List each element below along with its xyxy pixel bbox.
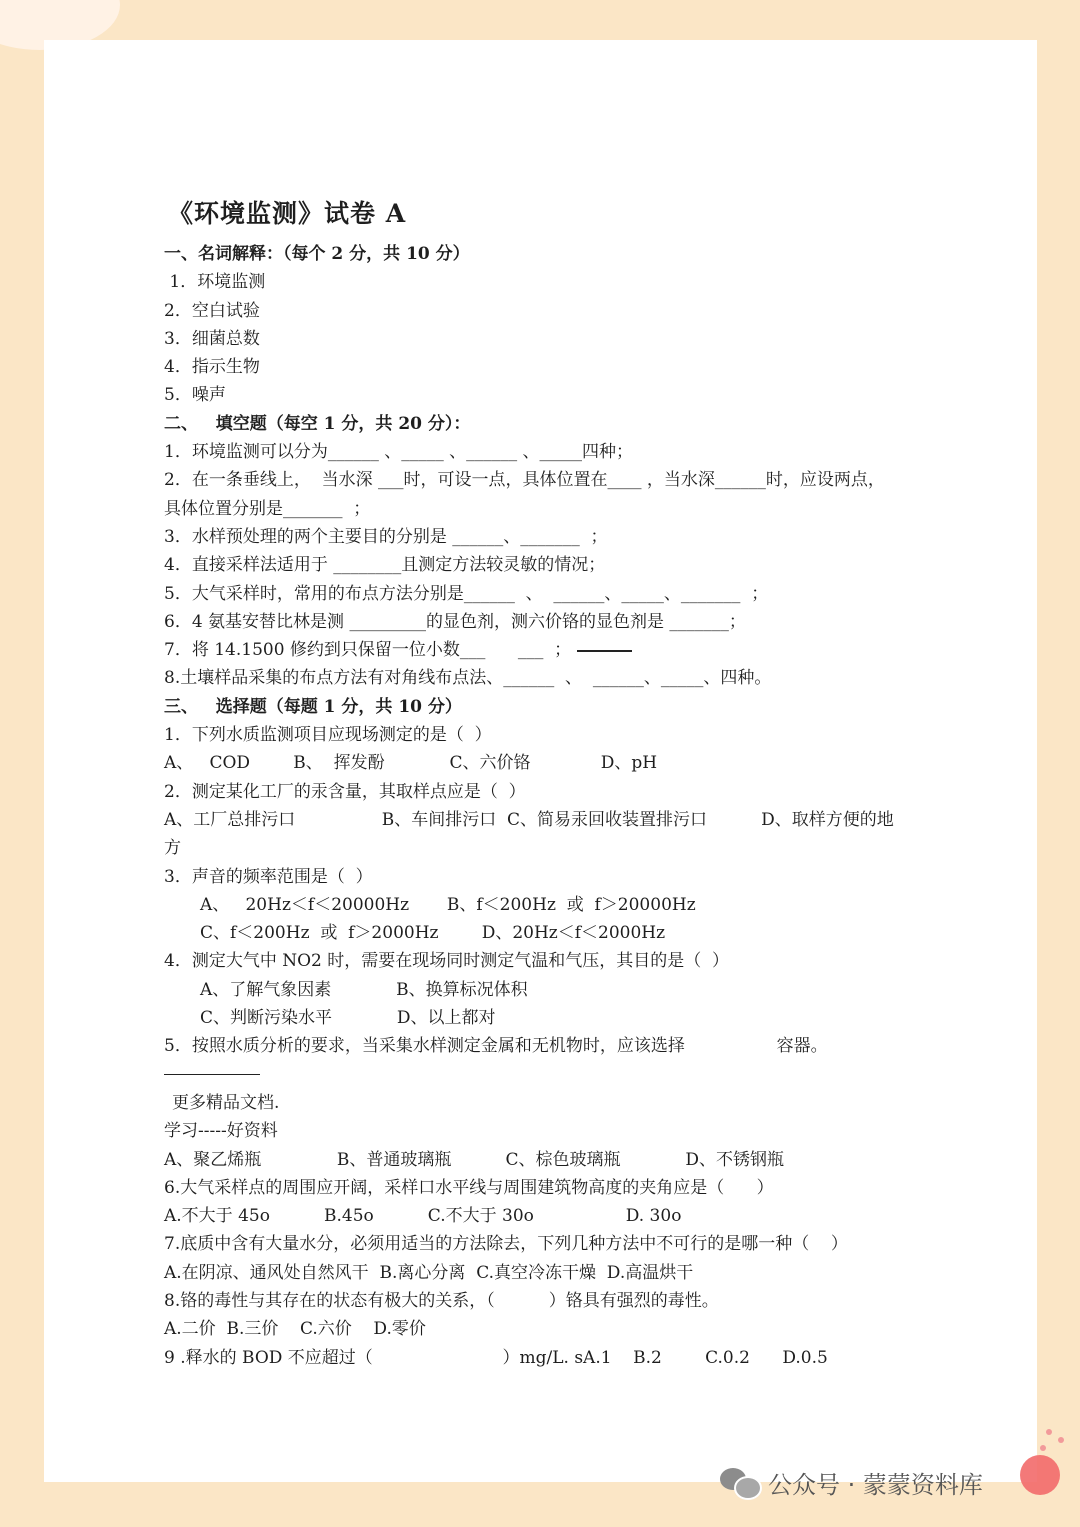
exam-line: 4．指示生物 — [164, 357, 260, 378]
exam-line: 学习-----好资料 — [164, 1121, 278, 1142]
exam-body — [164, 240, 954, 1372]
exam-line: A、聚乙烯瓶 B、普通玻璃瓶 C、棕色玻璃瓶 D、不锈钢瓶 — [164, 1149, 784, 1170]
exam-line: 4．测定大气中 NO2 时，需要在现场同时测定气温和气压，其目的是（ ） — [164, 951, 730, 972]
heart-icon — [1020, 1455, 1060, 1495]
exam-line: 1．环境监测可以分为______ 、_____ 、______ 、_____四种； — [164, 442, 634, 463]
exam-line: A.不大于 45o B.45o C.不大于 30o D. 30o — [164, 1206, 682, 1227]
exam-line: 1．环境监测 — [164, 272, 266, 293]
watermark — [720, 1462, 983, 1502]
exam-line: C、判断污染水平 D、以上都对 — [200, 1008, 496, 1029]
exam-line: 6．4 氨基安替比林是测 _________的显色剂，测六价铬的显色剂是 _______； — [164, 611, 746, 632]
exam-line: 9 .释水的 BOD 不应超过（ ）mg/L. sA.1 B.2 C.0.2 D.0.5 — [164, 1347, 828, 1368]
exam-line: 2．测定某化工厂的汞含量，其取样点应是（ ） — [164, 781, 526, 802]
exam-line: 3．声音的频率范围是（ ） — [164, 866, 373, 887]
exam-line: 5．大气采样时，常用的布点方法分别是______ 、 ______、_____、_______ ； — [164, 583, 769, 604]
exam-line: 4．直接采样法适用于 ________且测定方法较灵敏的情况； — [164, 555, 606, 576]
exam-title: 《环境监测》试卷 A — [168, 199, 407, 228]
answer-underline — [577, 650, 632, 652]
exam-content — [164, 196, 954, 1372]
exam-line: A、工厂总排污口 B、车间排污口 C、简易汞回收装置排污口 D、取样方便的地 — [164, 809, 894, 830]
section-heading: 二、 填空题（每空 1 分，共 20 分）： — [164, 413, 471, 434]
section-heading: 一、名词解释：（每个 2 分，共 10 分） — [164, 244, 470, 264]
wechat-icon — [720, 1466, 760, 1498]
exam-line: A、 COD B、 挥发酚 C、六价铬 D、pH — [164, 753, 658, 774]
exam-line: A.在阴凉、通风处自然风干 B.离心分离 C.真空冷冻干燥 D.高温烘干 — [164, 1262, 694, 1283]
exam-line: A、了解气象因素 B、换算标况体积 — [200, 979, 528, 1000]
exam-line: 8.土壤样品采集的布点方法有对角线布点法、______ 、 ______、_____、四种。 — [164, 668, 772, 689]
divider-line — [164, 1061, 954, 1089]
exam-line: 8.铬的毒性与其存在的状态有极大的关系，（ ）铬具有强烈的毒性。 — [164, 1290, 719, 1311]
exam-line: A.二价 B.三价 C.六价 D.零价 — [164, 1319, 426, 1340]
exam-line: 3．水样预处理的两个主要目的分别是 ______、_______ ； — [164, 526, 608, 547]
exam-line: 2．在一条垂线上， 当水深 ___时，可设一点，具体位置在____ ，当水深______时，应设两点， — [164, 470, 885, 491]
exam-line: 1．下列水质监测项目应现场测定的是（ ） — [164, 725, 492, 746]
exam-line: 3．细菌总数 — [164, 328, 260, 349]
exam-line: 7.底质中含有大量水分，必须用适当的方法除去，下列几种方法中不可行的是哪一种（ ） — [164, 1234, 848, 1255]
exam-line: 7．将 14.1500 修约到只保留一位小数___ ___ ； — [164, 636, 954, 664]
exam-line: A、 20Hz＜f＜20000Hz B、f＜200Hz 或 f＞20000Hz — [200, 894, 696, 915]
watermark-text: 公众号 · 蒙蒙资料库 — [768, 1470, 983, 1499]
exam-line: 5．按照水质分析的要求，当采集水样测定金属和无机物时，应该选择 容器。 — [164, 1036, 828, 1057]
exam-line: 方 — [164, 838, 181, 859]
section-heading: 三、 选择题（每题 1 分，共 10 分） — [164, 696, 462, 717]
exam-line: 具体位置分别是_______ ； — [164, 498, 371, 519]
exam-line: 5．噪声 — [164, 385, 226, 406]
exam-line: C、f＜200Hz 或 f＞2000Hz D、20Hz＜f＜2000Hz — [200, 923, 666, 944]
page-note: 更多精品文档. — [172, 1092, 280, 1113]
exam-line: 6.大气采样点的周围应开阔，采样口水平线与周围建筑物高度的夹角应是（ ） — [164, 1177, 774, 1198]
exam-line: 2．空白试验 — [164, 300, 260, 321]
